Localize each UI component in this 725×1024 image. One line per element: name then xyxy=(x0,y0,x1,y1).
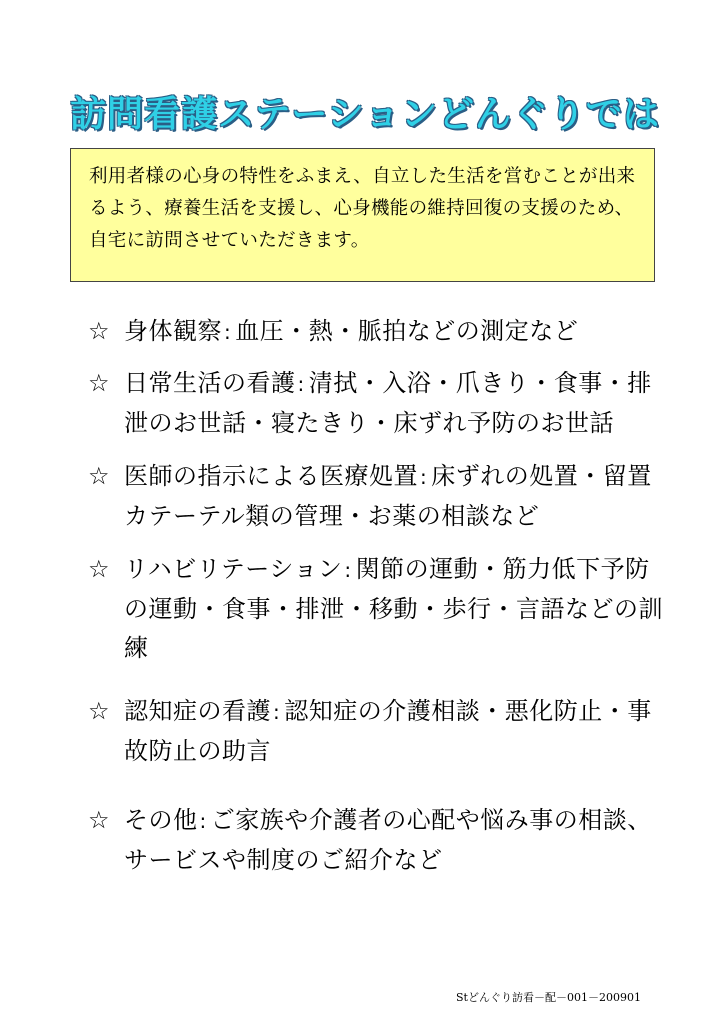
star-icon: ☆ xyxy=(88,697,111,725)
item-desc: 認知症の介護相談・悪化防止・事故防止の助言 xyxy=(124,697,652,765)
item-desc: 清拭・入浴・爪きり・食事・排泄のお世話・寝たきり・床ずれ予防のお世話 xyxy=(124,369,652,437)
page-title: 訪問看護ステーションどんぐりでは xyxy=(70,94,660,135)
item-label: その他 xyxy=(124,806,198,834)
list-item xyxy=(88,312,668,352)
item-colon: : xyxy=(344,558,352,582)
list-item xyxy=(88,457,668,536)
item-desc: 床ずれの処置・留置カテーテル類の管理・お薬の相談など xyxy=(124,462,652,530)
list-item xyxy=(88,801,668,880)
item-colon: : xyxy=(297,372,305,396)
item-label: リハビリテーション xyxy=(124,555,343,583)
list-item xyxy=(88,692,668,771)
star-icon: ☆ xyxy=(88,369,111,397)
item-colon: : xyxy=(273,700,281,724)
star-icon: ☆ xyxy=(88,462,111,490)
item-label: 医師の指示による医療処置 xyxy=(124,462,418,490)
item-desc: 血圧・熱・脈拍などの測定など xyxy=(235,317,579,345)
item-desc: ご家族や介護者の心配や悩み事の相談、サービスや制度のご紹介など xyxy=(124,806,652,874)
item-label: 日常生活の看護 xyxy=(124,369,296,397)
star-icon: ☆ xyxy=(88,317,111,345)
item-colon: : xyxy=(224,320,232,344)
item-desc: 関節の運動・筋力低下予防の運動・食事・排泄・移動・歩行・言語などの訓練 xyxy=(124,555,663,662)
item-label: 身体観察 xyxy=(124,317,222,345)
list-item xyxy=(88,364,668,443)
intro-box: 利用者様の心身の特性をふまえ、自立した生活を営むことが出来るよう、療養生活を支援し、心身機能の維持回復の支援のため、自宅に訪問させていただきます。 xyxy=(70,148,655,282)
service-list xyxy=(88,312,668,880)
star-icon: ☆ xyxy=(88,806,111,834)
item-colon: : xyxy=(420,465,428,489)
list-item xyxy=(88,550,668,668)
star-icon: ☆ xyxy=(88,555,111,583)
document-code: Stどんぐり訪看－配－001－200901 xyxy=(456,991,641,1004)
item-label: 認知症の看護 xyxy=(124,697,271,725)
item-colon: : xyxy=(199,809,207,833)
